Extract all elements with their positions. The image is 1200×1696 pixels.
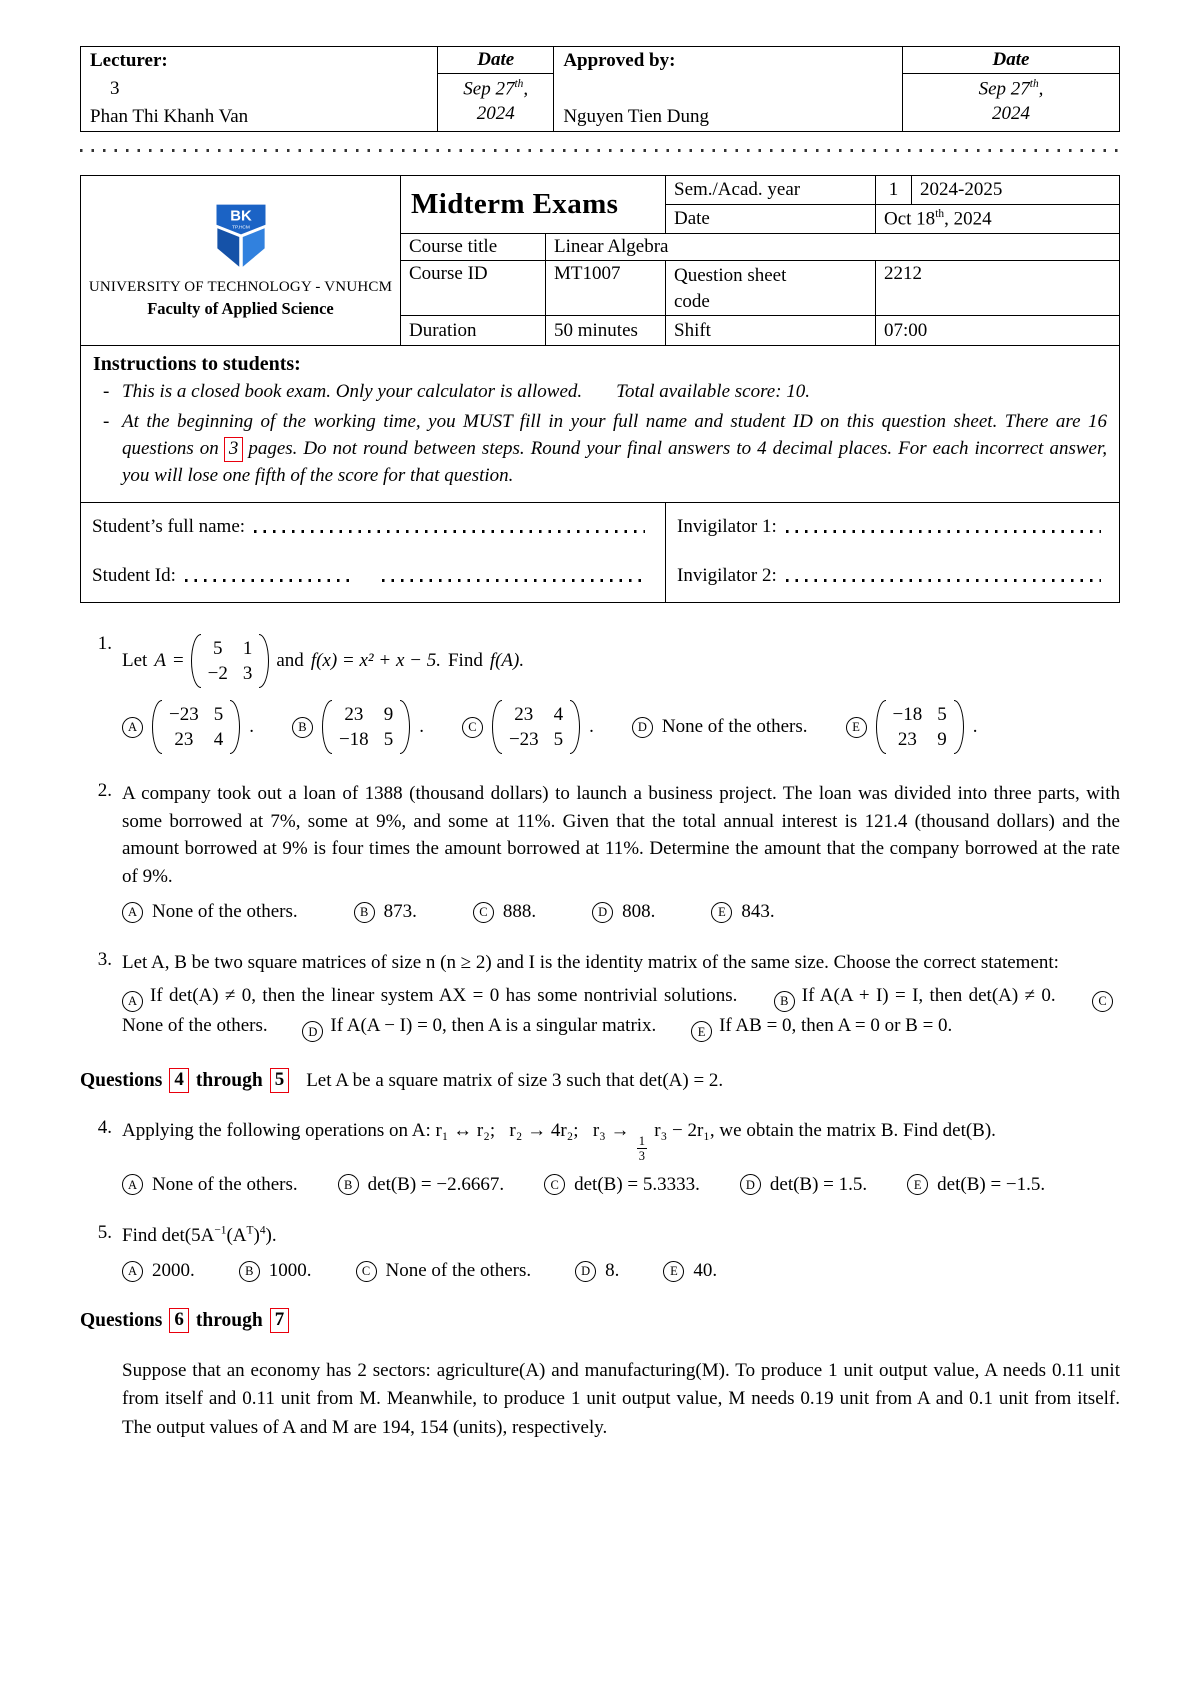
approved-by-label: Approved by: xyxy=(563,50,676,71)
option-text: None of the others. xyxy=(385,1260,532,1282)
fraction-one-third: $\frac{1}{3}$ xyxy=(638,1133,646,1163)
lecturer-date-value: Sep 27th, 2024 xyxy=(463,77,529,124)
option-text: 873. xyxy=(383,901,417,923)
university-logo xyxy=(204,202,278,272)
question-sheet-code-label: Question sheet code xyxy=(666,261,876,315)
question-group-6-7-header: Questions 6 through 7 xyxy=(80,1308,1120,1332)
date-ordinal-suffix: th xyxy=(514,77,524,90)
date-ordinal-suffix: th xyxy=(1029,77,1039,90)
question-number: 4. xyxy=(97,1116,112,1138)
option-text: 40. xyxy=(693,1260,718,1282)
answer-option-c xyxy=(544,1174,700,1196)
matrix-cell: −18 xyxy=(338,729,369,751)
option-text: None of the others. xyxy=(152,1173,298,1195)
option-marker: E xyxy=(711,902,732,923)
student-name-label: Student’s full name: xyxy=(92,516,246,538)
option-text: 843. xyxy=(741,901,775,923)
option-suffix: . xyxy=(249,716,254,738)
invigilator1-blank xyxy=(786,530,1101,533)
answer-options xyxy=(122,1260,1120,1282)
option-text: If A(A − I) = 0, then A is a singular matrix. xyxy=(330,1015,657,1037)
option-marker: C xyxy=(544,1174,565,1195)
matrix-cell: 4 xyxy=(553,704,564,726)
invigilator-fields xyxy=(666,503,1119,602)
course-id-label: Course ID xyxy=(401,261,546,315)
option-marker: C xyxy=(356,1261,377,1282)
question-1 xyxy=(88,633,1120,754)
svg-text:TP.HCM: TP.HCM xyxy=(231,225,250,231)
approver-date-value: Sep 27th, 2024 xyxy=(978,77,1044,124)
matrix-cell: 5 xyxy=(213,638,223,660)
option-text: det(B) = −1.5. xyxy=(937,1173,1046,1195)
matrix-cell: −23 xyxy=(169,704,199,726)
question-text: Find $\det(5A^{-1}(A^T)^4)$. xyxy=(122,1224,277,1246)
bullet-dash: - xyxy=(103,381,110,403)
answer-option-b xyxy=(354,901,417,923)
question-ref-link[interactable]: 4 xyxy=(169,1068,189,1092)
option-marker: B xyxy=(338,1174,359,1195)
option-text: 1000. xyxy=(268,1260,312,1282)
approver-date-cell xyxy=(903,47,1119,131)
answer-option-c xyxy=(356,1260,532,1282)
answer-options xyxy=(122,982,1120,1043)
answer-option-d xyxy=(632,716,808,738)
matrix-cell: 23 xyxy=(174,729,194,751)
invigilator1-row xyxy=(677,516,1103,538)
question-number: 3. xyxy=(97,949,112,971)
student-name-blank xyxy=(254,530,645,533)
answer-option-e xyxy=(846,700,978,754)
date-label: Date xyxy=(438,47,553,74)
question-text: A company took out a loan of 1388 (thousand dollars) to launch a business project. The loan was divided into three parts, with some borrowed at 7%, some at 9%, and some at 11%. Given that the total annual interest is 121.4 (thousand dollars) and the amount borrowed at 9% is four times the amount borrowed at 11%. Determine the amount that the company borrowed at the rate of 9%. xyxy=(122,783,1120,887)
answer-option-b xyxy=(292,700,424,754)
option-text: 8. xyxy=(605,1260,620,1282)
invigilator1-label: Invigilator 1: xyxy=(677,516,777,538)
option-text: If det(A) ≠ 0, then the linear system AX = 0 has some nontrivial solutions. xyxy=(150,984,738,1006)
question-4 xyxy=(88,1117,1120,1196)
matrix-cell: −2 xyxy=(207,663,228,685)
option-marker: A xyxy=(122,991,143,1012)
matrix-cell: 5 xyxy=(213,704,224,726)
sem-acad-year-label: Sem./Acad. year xyxy=(666,176,876,204)
option-suffix: . xyxy=(589,716,594,738)
option-matrix xyxy=(322,700,410,754)
lecturer-label: Lecturer: xyxy=(90,50,168,71)
dotted-separator xyxy=(80,149,1120,152)
right-paren xyxy=(570,700,580,754)
option-text: If AB = 0, then A = 0 or B = 0. xyxy=(719,1015,953,1037)
instructions-title: Instructions to students: xyxy=(93,353,301,376)
matrix-cell: 9 xyxy=(383,704,394,726)
pages-count-link[interactable]: 3 xyxy=(224,437,244,461)
option-marker: B xyxy=(354,902,375,923)
invigilator2-row xyxy=(677,565,1103,587)
answer-option-e xyxy=(711,901,774,923)
option-marker: B xyxy=(774,991,795,1012)
answer-option-e xyxy=(907,1174,1045,1196)
student-info-section xyxy=(81,502,1119,602)
faculty-name: Faculty of Applied Science xyxy=(147,299,334,319)
instruction-item-1: - This is a closed book exam. Only your calculator is allowed. Total available score: 10. xyxy=(103,379,1107,406)
answer-option-d xyxy=(575,1260,619,1282)
right-paren xyxy=(954,700,964,754)
course-id-value: MT1007 xyxy=(546,261,666,315)
option-marker: A xyxy=(122,1174,143,1195)
university-block xyxy=(81,176,401,345)
option-marker: E xyxy=(663,1261,684,1282)
answer-option-b xyxy=(338,1174,504,1196)
matrix-cell: 4 xyxy=(213,729,224,751)
option-marker: D xyxy=(575,1261,596,1282)
option-text: None of the others. xyxy=(152,901,298,923)
option-text: None of the others. xyxy=(122,1015,268,1037)
shift-label: Shift xyxy=(666,316,876,345)
option-marker: E xyxy=(691,1021,712,1042)
duration-value: 50 minutes xyxy=(546,316,666,345)
answer-option-c xyxy=(462,700,594,754)
answer-options xyxy=(122,901,1120,923)
student-id-blank-2 xyxy=(382,579,645,582)
option-matrix xyxy=(492,700,580,754)
matrix-cell: 23 xyxy=(344,704,364,726)
matrix-cell: 3 xyxy=(242,663,253,685)
bullet-dash: - xyxy=(103,411,110,433)
option-marker: A xyxy=(122,902,143,923)
question-text: Applying the following operations on A: r₁ ↔ r₂; r₂ → 4r₂; r₃ → $\frac{1}{3}$ r₃ − 2r₁, we obtain the matrix B. Find det(B). xyxy=(122,1119,996,1163)
academic-year-value: 2024-2025 xyxy=(920,179,1003,200)
option-suffix: . xyxy=(419,716,424,738)
invigilator2-label: Invigilator 2: xyxy=(677,565,777,587)
matrix-cell: −18 xyxy=(892,704,923,726)
option-text: 2000. xyxy=(152,1260,195,1282)
option-matrix xyxy=(876,700,964,754)
question-text: Let A, B be two square matrices of size n (n ≥ 2) and I is the identity matrix of the same size. Choose the correct statement: xyxy=(122,952,1059,974)
matrix-cell: −23 xyxy=(508,729,539,751)
approver-name: Nguyen Tien Dung xyxy=(563,106,709,127)
matrix-a xyxy=(191,634,270,688)
option-marker: D xyxy=(632,717,653,738)
answer-option-a xyxy=(122,901,298,923)
option-marker: B xyxy=(239,1261,260,1282)
option-text: det(B) = −2.6667. xyxy=(367,1173,505,1195)
lecturer-date-cell xyxy=(438,47,554,131)
right-paren xyxy=(259,634,269,688)
matrix-cell: 5 xyxy=(937,704,947,726)
option-marker: B xyxy=(292,717,313,738)
option-suffix: . xyxy=(972,716,978,738)
questions-section xyxy=(80,633,1120,1442)
right-paren xyxy=(230,700,240,754)
question-ref-link[interactable]: 5 xyxy=(270,1068,290,1092)
date-label: Date xyxy=(903,47,1119,74)
student-id-row xyxy=(92,565,647,587)
answer-option-a xyxy=(122,1260,195,1282)
option-marker: C xyxy=(473,902,494,923)
option-text: det(B) = 5.3333. xyxy=(574,1173,700,1195)
option-marker: C xyxy=(1092,991,1113,1012)
matrix-cell: 5 xyxy=(383,729,394,751)
question-number: 1. xyxy=(97,633,112,655)
answer-option-e xyxy=(663,1260,717,1282)
question-number: 2. xyxy=(97,780,112,802)
answer-option-c xyxy=(473,901,536,923)
answer-option-a xyxy=(122,700,254,754)
matrix-cell: 23 xyxy=(514,704,534,726)
economy-paragraph: Suppose that an economy has 2 sectors: agriculture(A) and manufacturing(M). To produce 1 unit output value, A needs 0.11 unit from itself and 0.11 unit from M. Meanwhile, to produce 1 unit output value, M needs 0.19 unit from A and 0.1 unit from itself. The output values of A and M are 194, 154 (units), respectively. xyxy=(122,1359,1120,1438)
date-ordinal-suffix: th xyxy=(935,207,945,220)
lecturer-number: 3 xyxy=(110,78,120,99)
instructions-section xyxy=(81,345,1119,502)
instruction-item-2: - At the beginning of the working time, you MUST fill in your full name and student ID on this question sheet. There are 16 questions on 3 pages. Do not round between steps. Round your final answers to 4 decimal places. For each incorrect answer, you will lose one fifth of the score for that question. xyxy=(103,409,1107,490)
answer-options xyxy=(122,700,1120,754)
option-text: If A(A + I) = I, then det(A) ≠ 0. xyxy=(801,984,1056,1006)
answer-option-a xyxy=(122,1174,298,1196)
student-id-blank xyxy=(185,579,350,582)
question-sheet-code-value: 2212 xyxy=(884,263,922,284)
exam-header-table xyxy=(80,175,1120,603)
approval-table xyxy=(80,46,1120,132)
answer-option-d xyxy=(740,1174,867,1196)
matrix-cell: 9 xyxy=(937,729,947,751)
group-statement: Let A be a square matrix of size 3 such that det(A) = 2. xyxy=(306,1069,724,1091)
option-marker: D xyxy=(740,1174,761,1195)
option-marker: D xyxy=(592,902,613,923)
student-id-label: Student Id: xyxy=(92,565,176,587)
answer-option-a xyxy=(122,984,738,1009)
course-title-label: Course title xyxy=(401,234,546,260)
option-text: det(B) = 1.5. xyxy=(769,1173,868,1195)
option-marker: E xyxy=(907,1174,928,1195)
option-text: 888. xyxy=(502,901,537,923)
option-marker: E xyxy=(846,717,867,738)
matrix-cell: 1 xyxy=(242,638,253,660)
exam-date-value: Oct 18th, 2024 xyxy=(884,207,992,230)
left-paren xyxy=(876,700,886,754)
lecturer-name: Phan Thi Khanh Van xyxy=(90,106,249,127)
question-text: Let A = 5 1 −2 3 and f(x) = x² + x − 5. Find f(A). xyxy=(122,633,1120,689)
matrix-cell: 23 xyxy=(897,729,917,751)
question-ref-link[interactable]: 6 xyxy=(169,1308,189,1332)
invigilator2-blank xyxy=(786,579,1101,582)
matrix-cell: 5 xyxy=(553,729,564,751)
answer-option-d xyxy=(302,1015,657,1039)
question-ref-link[interactable]: 7 xyxy=(270,1308,290,1332)
option-text: None of the others. xyxy=(661,716,808,738)
question-number: 5. xyxy=(97,1221,112,1243)
left-paren xyxy=(191,634,201,688)
exam-date-label: Date xyxy=(666,205,876,233)
question-2 xyxy=(88,780,1120,923)
shift-value: 07:00 xyxy=(884,319,928,341)
option-marker: D xyxy=(302,1021,323,1042)
question-group-4-5-header: Questions 4 through 5 Let A be a square matrix of size 3 such that det(A) = 2. xyxy=(80,1068,1120,1092)
answer-option-e xyxy=(691,1015,953,1039)
student-fields xyxy=(81,503,666,602)
course-title-value: Linear Algebra xyxy=(554,236,669,257)
question-5 xyxy=(88,1222,1120,1283)
lecturer-cell xyxy=(81,47,438,131)
approved-by-cell xyxy=(554,47,903,131)
duration-label: Duration xyxy=(401,316,546,345)
university-name: UNIVERSITY OF TECHNOLOGY - VNUHCM xyxy=(88,279,393,296)
left-paren xyxy=(322,700,332,754)
answer-options xyxy=(122,1174,1120,1196)
answer-option-b xyxy=(774,984,1056,1009)
option-text: 808. xyxy=(622,901,656,923)
semester-value: 1 xyxy=(876,176,912,204)
student-name-row xyxy=(92,516,647,538)
right-paren xyxy=(400,700,410,754)
left-paren xyxy=(492,700,502,754)
option-matrix xyxy=(152,700,240,754)
answer-option-b xyxy=(239,1260,312,1282)
answer-option-d xyxy=(592,901,655,923)
exam-title: Midterm Exams xyxy=(401,176,666,233)
question-3 xyxy=(88,949,1120,1042)
option-marker: C xyxy=(462,717,483,738)
option-marker: A xyxy=(122,1261,143,1282)
left-paren xyxy=(152,700,162,754)
option-marker: A xyxy=(122,717,143,738)
svg-text:BK: BK xyxy=(229,208,252,225)
